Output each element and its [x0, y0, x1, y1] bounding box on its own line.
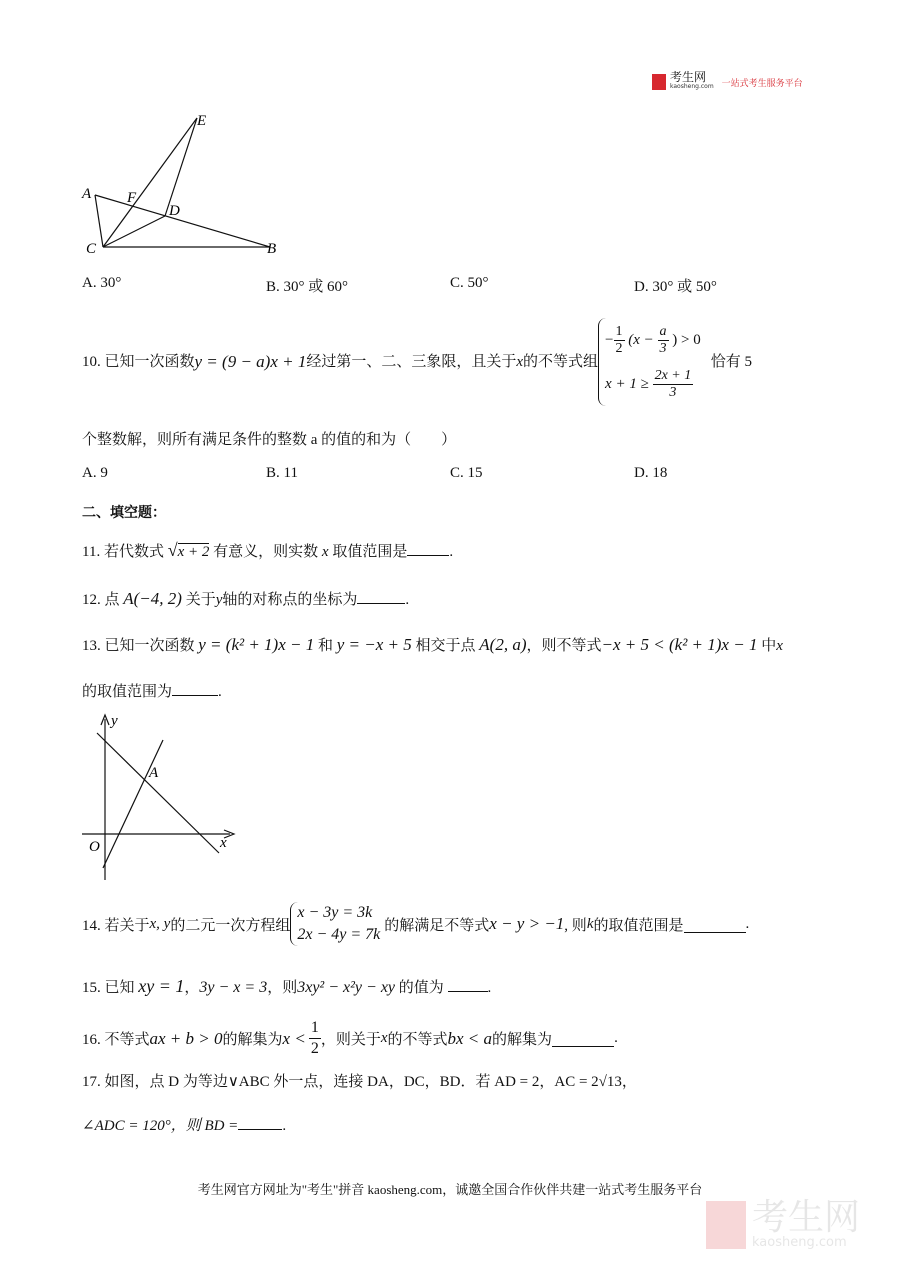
coordinate-graph-figure — [70, 705, 250, 890]
label-x: x — [220, 835, 227, 851]
q15-condition-1: xy = 1 — [138, 976, 185, 996]
denominator: 2 — [615, 341, 623, 357]
q12-point: A(−4, 2) — [123, 589, 182, 608]
q10-ineq1-part: ) > 0 — [672, 332, 701, 348]
watermark — [706, 1197, 860, 1250]
q16-fraction — [309, 1018, 321, 1059]
segment-ce — [103, 118, 197, 247]
q16-text: 的解集为 — [492, 1032, 553, 1048]
denominator: 3 — [659, 341, 667, 357]
kaosheng-logo-icon — [652, 74, 666, 90]
page-footer: 考生网官方网址为"考生"拼音 kaosheng.com，诚邀全国合作伙伴共建一站式考生服务平台 — [197, 1182, 703, 1197]
answer-blank — [357, 603, 405, 604]
q14-text: 的取值范围是 — [593, 917, 684, 934]
numerator: 2x + 1 — [654, 368, 692, 384]
q10-fraction — [658, 324, 669, 357]
kaosheng-watermark-icon — [706, 1201, 746, 1249]
q12-text: 12. 点 — [82, 592, 120, 608]
question-12 — [82, 588, 409, 609]
q16-text: . — [614, 1030, 618, 1046]
answer-blank — [238, 1129, 282, 1130]
q13-var: x — [776, 638, 783, 654]
q10-inequality-system — [598, 318, 701, 406]
q10-ineq1-sign: − — [605, 332, 614, 348]
numerator: 1 — [309, 1018, 321, 1039]
q10-function: y = (9 − a)x + 1 — [194, 352, 307, 371]
label-b: B — [267, 241, 277, 257]
q13-function-2: y = −x + 5 — [336, 635, 412, 654]
q15-text: ， — [184, 980, 200, 996]
q16-inequality: ax + b > 0 — [149, 1028, 223, 1048]
q9-option-c: C. 50° — [450, 275, 489, 291]
q13-text: 13. 已知一次函数 — [82, 638, 195, 654]
q13-inequality: −x + 5 < (k² + 1)x − 1 — [601, 635, 758, 654]
q10-text: 恰有 5 — [710, 354, 753, 370]
question-13 — [82, 634, 783, 655]
q10-text: 经过第一、二、三象限，且关于 — [306, 354, 517, 370]
question-14 — [82, 902, 749, 946]
q10-fraction — [614, 324, 625, 357]
q13-text: 相交于点 — [415, 638, 476, 654]
question-10 — [82, 318, 752, 406]
label-d: D — [169, 203, 180, 219]
q10-line2: 个整数解，则所有满足条件的整数 a 的值的和为（ ） — [82, 432, 457, 448]
q13-point: A(2, a) — [479, 635, 527, 654]
answer-blank — [684, 916, 746, 933]
answer-blank — [407, 555, 449, 556]
q15-text: 15. 已知 — [82, 980, 135, 996]
q14-inequality: x − y > −1 — [489, 914, 565, 933]
q11-text: . — [449, 544, 454, 560]
q10-text: 的不等式组 — [523, 354, 599, 370]
question-16 — [82, 1018, 618, 1059]
q17-text: . — [282, 1118, 287, 1134]
q12-text: 关于 — [185, 592, 216, 608]
q12-text: . — [405, 592, 410, 608]
label-f: F — [127, 190, 137, 206]
line-y-equals-k-x — [103, 740, 163, 868]
numerator: a — [659, 324, 667, 340]
segment-de — [165, 118, 197, 216]
q13-text: 中 — [761, 638, 777, 654]
header-logo — [652, 72, 803, 92]
q12-text: 轴的对称点的坐标为 — [222, 592, 358, 608]
q15-text: . — [487, 980, 492, 996]
q17-line2 — [82, 1114, 286, 1135]
q15-expression: 3xy² − x²y − xy — [297, 979, 396, 996]
q13-text: ，则不等式 — [526, 638, 602, 654]
geometry-figure-triangle — [0, 100, 300, 260]
q9-option-d: D. 30° 或 50° — [634, 279, 717, 295]
q16-text: 的不等式 — [387, 1032, 448, 1048]
q10-ineq2-part: x + 1 ≥ — [605, 376, 649, 392]
answer-blank — [552, 1030, 614, 1047]
q13-text: 和 — [318, 638, 334, 654]
sqrt-icon: √ — [167, 540, 178, 560]
watermark-name: 考生网 — [751, 1197, 860, 1238]
segment-ac — [95, 195, 103, 247]
q16-text: ，则关于 — [320, 1032, 381, 1048]
q10-option-c: C. 15 — [450, 465, 483, 481]
question-11 — [82, 540, 453, 561]
q9-option-b: B. 30° 或 60° — [266, 279, 349, 295]
q16-var: x — [380, 1030, 388, 1046]
q14-text: , 则 — [564, 917, 587, 934]
answer-blank — [448, 991, 488, 992]
q14-equation-1: x − 3y = 3k — [297, 904, 373, 921]
header-slogan: 一站式考生服务平台 — [721, 78, 803, 89]
logo-domain: kaosheng.com — [670, 83, 714, 90]
q10-fraction — [653, 368, 694, 401]
q13-line2 — [82, 680, 222, 701]
question-15 — [82, 976, 491, 997]
q13-function-1: y = (k² + 1)x − 1 — [198, 635, 315, 654]
q14-equation-2: 2x − 4y = 7k — [297, 926, 381, 943]
q11-text: 取值范围是 — [332, 544, 408, 560]
q11-text: 11. 若代数式 — [82, 544, 164, 560]
q16-text: 16. 不等式 — [82, 1032, 150, 1048]
q11-var: x — [321, 544, 329, 560]
numerator: 1 — [615, 324, 623, 340]
label-c: C — [86, 241, 97, 257]
q10-text: 10. 已知一次函数 — [82, 354, 195, 370]
logo-name: 考生网 — [670, 70, 707, 84]
q14-equation-system — [290, 902, 380, 946]
watermark-domain: kaosheng.com — [751, 1235, 847, 1250]
q11-radicand: x + 2 — [177, 544, 210, 560]
q16-x-less: x < — [282, 1028, 306, 1048]
denominator: 3 — [669, 385, 677, 401]
question-17: 17. 如图，点 D 为等边∨ABC 外一点，连接 DA，DC，BD．若 AD = 2，AC = 2√13， — [82, 1074, 637, 1090]
q10-ineq1-part: (x − — [628, 332, 654, 348]
q17-text: ∠ADC = 120°，则 BD = — [82, 1118, 239, 1134]
q13-text: . — [218, 684, 222, 700]
denominator: 2 — [310, 1040, 319, 1057]
label-e: E — [197, 113, 207, 129]
q14-text: 14. 若关于 — [82, 917, 150, 934]
q10-var: x — [516, 354, 524, 370]
q16-inequality-2: bx < a — [447, 1028, 493, 1048]
q11-text: 有意义，则实数 — [213, 544, 319, 560]
q15-text: 的值为 — [398, 980, 444, 996]
q10-option-a: A. 9 — [82, 465, 108, 481]
q9-option-a: A. 30° — [82, 275, 122, 291]
q10-option-b: B. 11 — [266, 465, 298, 481]
label-a: A — [149, 765, 159, 781]
q10-option-d: D. 18 — [634, 465, 668, 481]
q16-text: 的解集为 — [222, 1032, 283, 1048]
q12-var: y — [215, 592, 223, 608]
label-y: y — [111, 713, 118, 729]
label-o: O — [89, 839, 100, 855]
q14-vars: x, y — [149, 915, 171, 932]
q14-text: . — [745, 915, 750, 932]
q13-text: 的取值范围为 — [82, 684, 173, 700]
section-heading: 二、填空题： — [82, 505, 166, 521]
segment-cd — [103, 216, 165, 247]
label-a: A — [82, 186, 92, 202]
q15-condition-2: 3y − x = 3 — [199, 979, 268, 996]
answer-blank — [172, 695, 218, 696]
q15-text: ，则 — [267, 980, 298, 996]
q14-text: 的解满足不等式 — [384, 917, 490, 934]
q14-text: 的二元一次方程组 — [170, 917, 291, 934]
q14-var: k — [586, 915, 594, 932]
